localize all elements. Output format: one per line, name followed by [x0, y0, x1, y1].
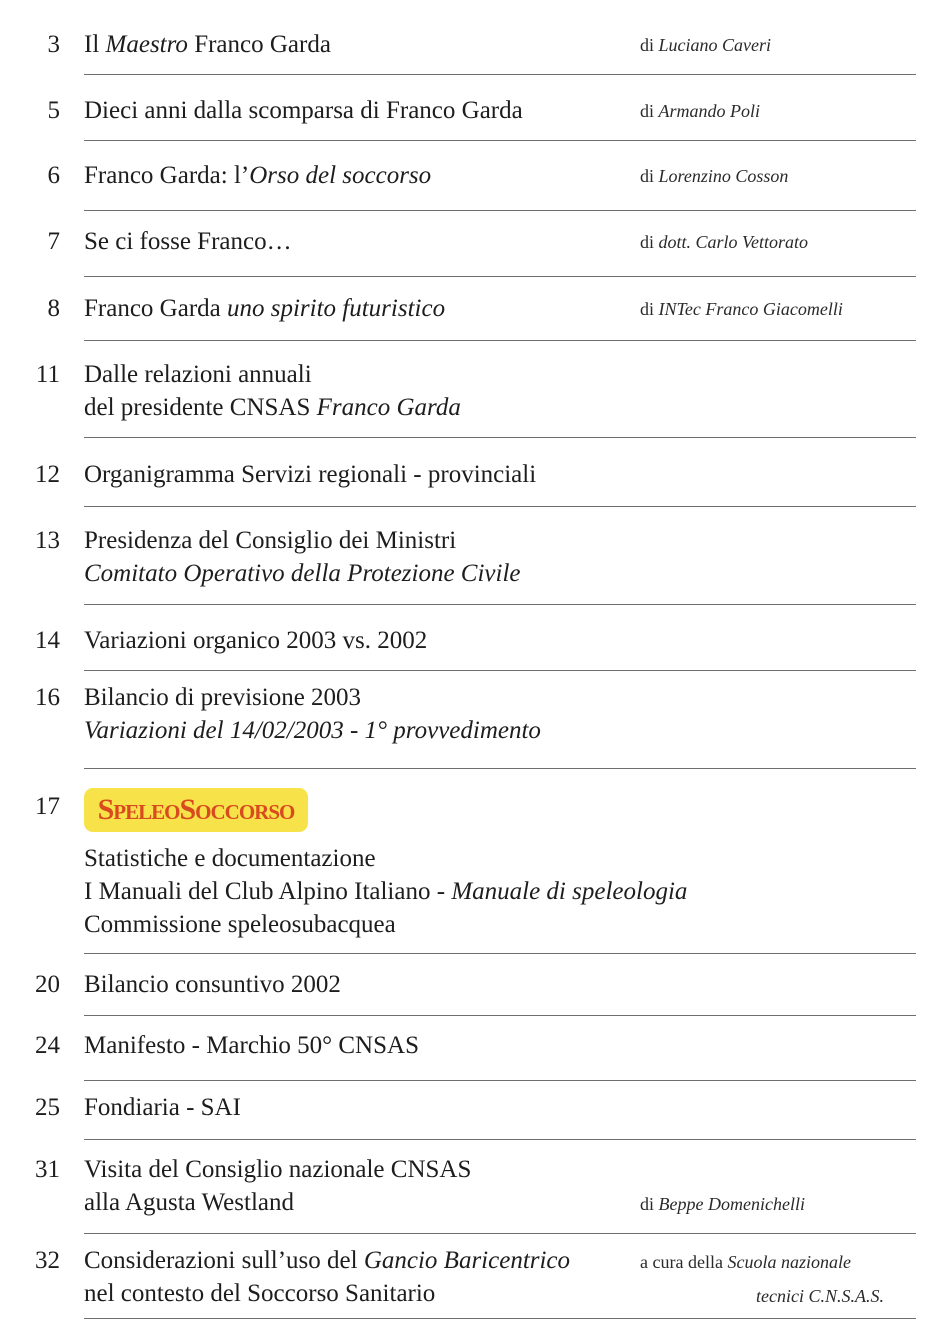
page-number: 13: [35, 527, 60, 554]
entry-title: Organigramma Servizi regionali - provinciali: [84, 461, 537, 488]
entry-author: di Beppe Domenichelli: [640, 1194, 805, 1214]
divider: [84, 1233, 916, 1234]
divider: [84, 953, 916, 954]
page-number: 7: [47, 228, 60, 255]
divider: [84, 670, 916, 671]
page-number: 5: [47, 97, 60, 124]
page-number: 20: [35, 971, 60, 998]
entry-title: Considerazioni sull’uso del Gancio Baricentrico: [84, 1247, 571, 1274]
divider: [84, 74, 916, 75]
entry-title: Dalle relazioni annuali: [84, 361, 312, 388]
page-number: 14: [35, 627, 60, 654]
entry-title: Se ci fosse Franco…: [84, 228, 292, 255]
entry-subtitle: Comitato Operativo della Protezione Civile: [84, 560, 521, 587]
entry-subtitle: nel contesto del Soccorso Sanitario: [84, 1280, 436, 1307]
divider: [84, 768, 916, 769]
page-number: 11: [35, 361, 60, 388]
entry-author: di dott. Carlo Vettorato: [640, 232, 809, 252]
entry-title: Bilancio di previsione 2003: [84, 684, 362, 711]
entry-title: Dieci anni dalla scomparsa di Franco Garda: [84, 97, 523, 124]
page-number: 3: [47, 31, 60, 58]
divider: [84, 340, 916, 341]
entry-title: Franco Garda: l’Orso del soccorso: [84, 162, 432, 189]
divider: [84, 506, 916, 507]
page-number: 24: [35, 1032, 60, 1059]
entry-subtitle: I Manuali del Club Alpino Italiano - Manuale di speleologia: [84, 878, 688, 905]
page-number: 17: [35, 793, 60, 820]
entry-title: Statistiche e documentazione: [84, 845, 376, 872]
entry-author: di Lorenzino Cosson: [640, 166, 789, 186]
entry-title: Variazioni organico 2003 vs. 2002: [84, 627, 428, 654]
entry-title: Fondiaria - SAI: [84, 1094, 241, 1121]
entry-subtitle: alla Agusta Westland: [84, 1189, 294, 1216]
entry-title: Il Maestro Franco Garda: [84, 31, 331, 58]
divider: [84, 1318, 916, 1319]
page-number: 32: [35, 1247, 60, 1274]
entry-subtitle: del presidente CNSAS Franco Garda: [84, 394, 461, 421]
entry-author: di Luciano Caveri: [640, 35, 772, 55]
entry-author: a cura della Scuola nazionale: [640, 1252, 851, 1272]
entry-title: Visita del Consiglio nazionale CNSAS: [84, 1156, 472, 1183]
divider: [84, 1080, 916, 1081]
divider: [84, 1139, 916, 1140]
entry-author: di Armando Poli: [640, 101, 761, 121]
page-number: 31: [35, 1156, 60, 1183]
entry-subtitle: Variazioni del 14/02/2003 - 1° provvedimento: [84, 717, 541, 744]
page-number: 6: [47, 162, 60, 189]
entry-title: Franco Garda uno spirito futuristico: [84, 295, 446, 322]
page-number: 16: [35, 684, 60, 711]
page-number: 25: [35, 1094, 60, 1121]
divider: [84, 276, 916, 277]
entry-subtitle: Commissione speleosubacquea: [84, 911, 396, 938]
speleosoccorso-logo: SpeleoSoccorso: [84, 788, 308, 832]
entry-title: Presidenza del Consiglio dei Ministri: [84, 527, 457, 554]
divider: [84, 140, 916, 141]
divider: [84, 437, 916, 438]
entry-author: di INTec Franco Giacomelli: [640, 299, 843, 319]
entry-title: Manifesto - Marchio 50° CNSAS: [84, 1032, 419, 1059]
divider: [84, 210, 916, 211]
divider: [84, 1015, 916, 1016]
page-number: 12: [35, 461, 60, 488]
entry-author-line2: tecnici C.N.S.A.S.: [756, 1286, 884, 1306]
page-number: 8: [47, 295, 60, 322]
entry-title: Bilancio consuntivo 2002: [84, 971, 341, 998]
divider: [84, 604, 916, 605]
